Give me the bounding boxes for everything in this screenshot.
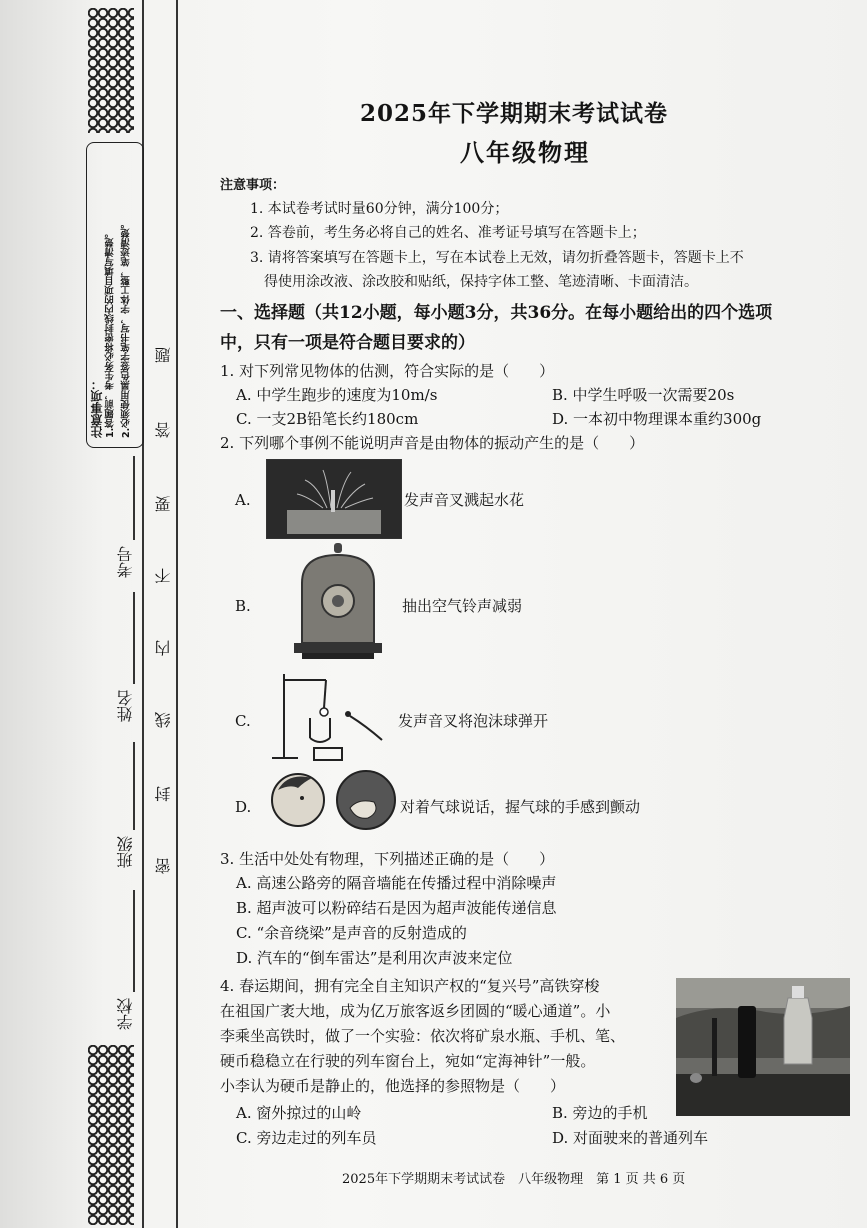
- notes-heading: 注意事项：: [220, 178, 286, 193]
- q1-option-c: C. 一支2B铅笔长约180cm: [236, 410, 419, 428]
- note-item: 3. 请将答案填写在答题卡上，写在本试卷上无效，请勿折叠答题卡，答题卡上不: [250, 250, 744, 266]
- binding-notice-title: 注意事项：: [90, 378, 104, 438]
- tuning-fork-water-photo: [266, 459, 402, 539]
- q2-option-b-letter: B.: [235, 597, 251, 615]
- q3-option-d: D. 汽车的“倒车雷达”是利用次声波来定位: [236, 949, 513, 967]
- class-label: 班级: [116, 836, 135, 868]
- question-4-line: 小李认为硬币是静止的，他选择的参照物是（ ）: [220, 1077, 566, 1095]
- binding-notice-line2: 2.必须使用黑色签字笔书写，字体工整，笔迹清楚。: [121, 218, 132, 438]
- note-item: 得使用涂改液、涂改胶和贴纸，保持字体工整、笔迹清晰、卡面清洁。: [264, 274, 698, 290]
- section-heading: 一、选择题（共12小题，每小题3分，共36分。在每小题给出的四个选项: [220, 303, 773, 323]
- balloon-talk-image: [270, 768, 400, 832]
- q4-option-d: D. 对面驶来的普通列车: [552, 1129, 709, 1147]
- q1-option-a: A. 中学生跑步的速度为10m/s: [236, 386, 438, 404]
- binding-rings-top: [88, 8, 134, 133]
- water-splash-image: [267, 460, 401, 538]
- q2-option-c-letter: C.: [235, 712, 251, 730]
- question-4-line: 在祖国广袤大地，成为亿万旅客返乡团圆的“暖心通道”。小: [220, 1002, 611, 1020]
- page-footer: 2025年下学期期末考试试卷 八年级物理 第 1 页 共 6 页: [342, 1172, 686, 1187]
- name-field[interactable]: [133, 592, 135, 684]
- q2-option-d-letter: D.: [235, 798, 252, 816]
- seal-char: 密: [154, 858, 173, 874]
- exam-title: 2025年下学期期末考试试卷: [360, 100, 669, 127]
- seal-char: 题: [154, 347, 173, 363]
- bell-jar-image: [292, 543, 384, 663]
- q2-option-a-letter: A.: [235, 491, 251, 509]
- note-item: 2. 答卷前，考生务必将自己的姓名、准考证号填写在答题卡上；: [250, 225, 646, 241]
- binding-line: [176, 0, 178, 1228]
- school-label: 学校: [116, 998, 135, 1030]
- q4-option-b: B. 旁边的手机: [552, 1104, 648, 1122]
- seal-char: 要: [154, 496, 173, 512]
- tuning-fork-ball-image: [270, 668, 394, 768]
- seal-char: 答: [154, 422, 173, 438]
- q3-option-b: B. 超声波可以粉碎结石是因为超声波能传递信息: [236, 899, 557, 917]
- seal-char: 封: [154, 786, 173, 802]
- name-label: 姓名: [116, 690, 135, 722]
- q2-option-a-text: 发声音叉溅起水花: [404, 491, 525, 509]
- q4-option-c: C. 旁边走过的列车员: [236, 1129, 377, 1147]
- train-window-photo: [676, 978, 850, 1116]
- q3-option-c: C. “余音绕梁”是声音的反射造成的: [236, 924, 467, 942]
- question-4-line: 硬币稳稳立在行驶的列车窗台上，宛如“定海神针”一般。: [220, 1052, 596, 1070]
- question-2-stem: 2. 下列哪个事例不能说明声音是由物体的振动产生的是（ ）: [220, 434, 645, 452]
- q2-option-c-text: 发声音叉将泡沫球弹开: [398, 712, 549, 730]
- exam-no-label: 考号: [116, 546, 135, 578]
- class-field[interactable]: [133, 742, 135, 830]
- binding-notice-line1: 1.答题前，考生务必将密封线内的项目填写清楚。: [105, 228, 116, 438]
- q1-option-d: D. 一本初中物理课本重约300g: [552, 410, 762, 428]
- question-4-line: 4. 春运期间，拥有完全自主知识产权的“复兴号”高铁穿梭: [220, 977, 600, 995]
- binding-rings-bottom: [88, 1045, 134, 1225]
- question-3-stem: 3. 生活中处处有物理，下列描述正确的是（ ）: [220, 850, 555, 868]
- exam-no-field[interactable]: [133, 456, 135, 540]
- exam-subject: 八年级物理: [460, 138, 590, 167]
- q3-option-a: A. 高速公路旁的隔音墙能在传播过程中消除噪声: [236, 874, 557, 892]
- note-item: 1. 本试卷考试时量60分钟，满分100分；: [250, 201, 509, 217]
- seal-char: 不: [154, 568, 173, 584]
- question-4-line: 李乘坐高铁时，做了一个实验：依次将矿泉水瓶、手机、笔、: [220, 1027, 626, 1045]
- binding-strip: [0, 0, 178, 1228]
- school-field[interactable]: [133, 890, 135, 992]
- seal-char: 内: [154, 640, 173, 656]
- question-1-stem: 1. 对下列常见物体的估测，符合实际的是（ ）: [220, 362, 555, 380]
- q2-option-d-text: 对着气球说话，握气球的手感到颤动: [400, 798, 641, 816]
- q2-option-b-text: 抽出空气铃声减弱: [402, 597, 523, 615]
- seal-char: 线: [154, 712, 173, 728]
- section-heading-cont: 中，只有一项是符合题目要求的）: [220, 333, 475, 353]
- q4-option-a: A. 窗外掠过的山岭: [236, 1104, 362, 1122]
- q1-option-b: B. 中学生呼吸一次需要20s: [552, 386, 735, 404]
